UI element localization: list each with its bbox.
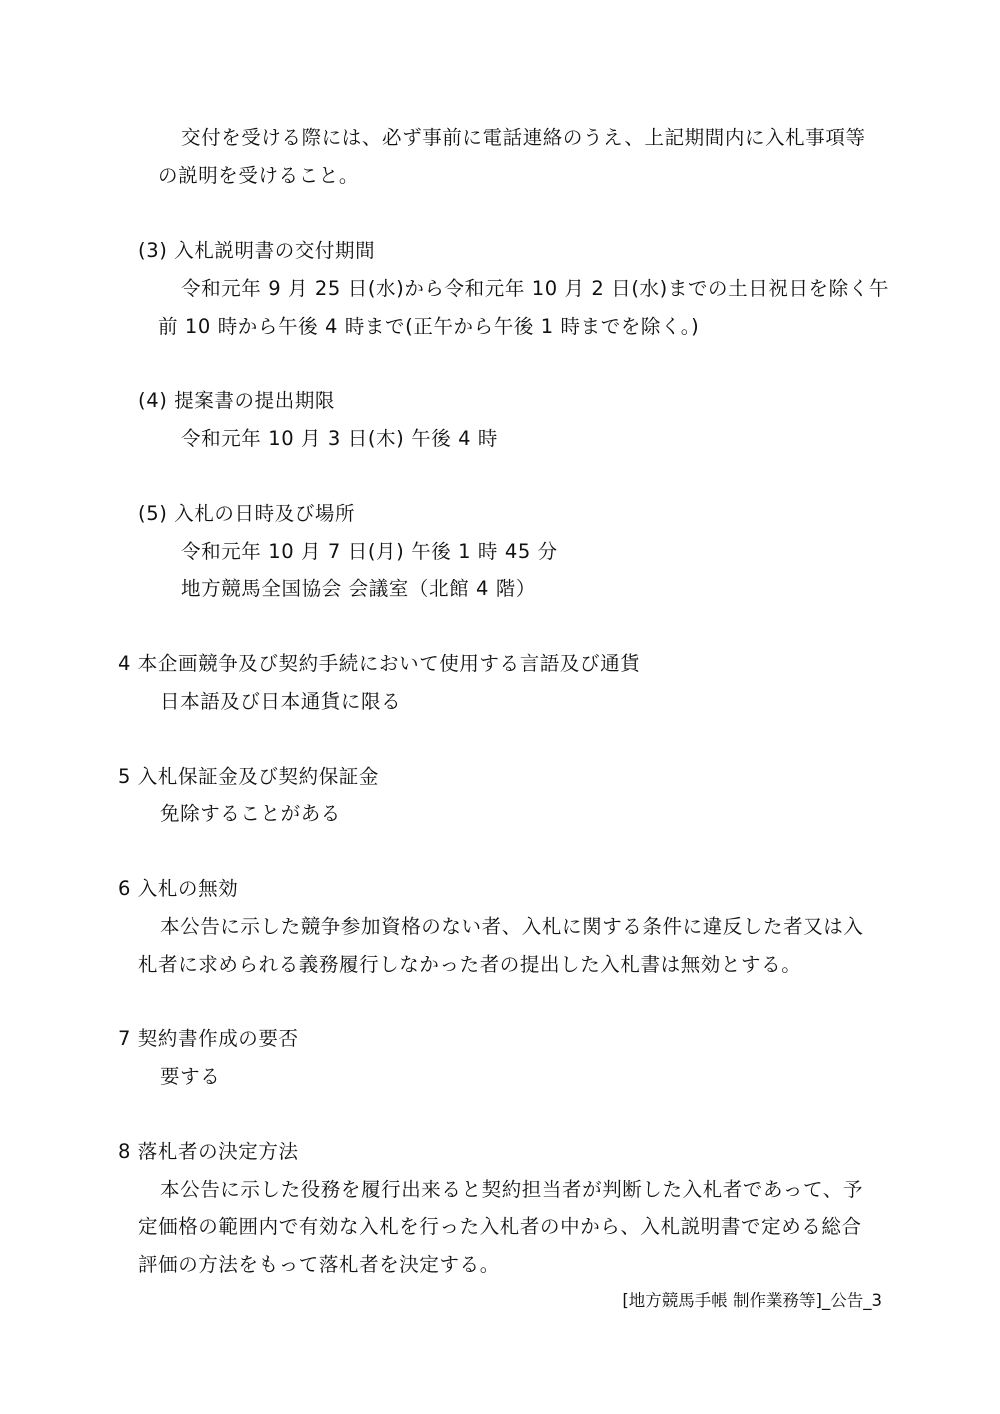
paragraph-line: 令和元年 9 月 25 日(水)から令和元年 10 月 2 日(水)までの土日祝日を除く午 (181, 277, 889, 300)
paragraph-line: 本公告に示した競争参加資格のない者、入札に関する条件に違反した者又は入 (160, 915, 864, 938)
paragraph-line: 定価格の範囲内で有効な入札を行った入札者の中から、入札説明書で定める総合 (138, 1215, 862, 1238)
chapter-heading-7: 7 契約書作成の要否 (118, 1027, 299, 1050)
paragraph-line: 評価の方法をもって落札者を決定する。 (138, 1253, 500, 1276)
paragraph-line: 令和元年 10 月 7 日(月) 午後 1 時 45 分 (181, 540, 558, 563)
paragraph-line: 免除することがある (160, 802, 341, 825)
paragraph-line: 令和元年 10 月 3 日(木) 午後 4 時 (181, 427, 499, 450)
chapter-heading-6: 6 入札の無効 (118, 877, 239, 900)
paragraph-line: の説明を受けること。 (158, 164, 360, 187)
chapter-heading-8: 8 落札者の決定方法 (118, 1140, 299, 1163)
paragraph-line: 要する (160, 1065, 221, 1088)
section-heading-3: (3) 入札説明書の交付期間 (138, 239, 376, 262)
section-heading-5: (5) 入札の日時及び場所 (138, 502, 356, 525)
chapter-heading-4: 4 本企画競争及び契約手続において使用する言語及び通貨 (118, 652, 641, 675)
paragraph-line: 本公告に示した役務を履行出来ると契約担当者が判断した入札者であって、予 (160, 1178, 863, 1201)
section-heading-4: (4) 提案書の提出期限 (138, 389, 336, 412)
paragraph-line: 日本語及び日本通貨に限る (160, 690, 402, 713)
paragraph-line: 交付を受ける際には、必ず事前に電話連絡のうえ、上記期間内に入札事項等 (181, 126, 866, 149)
paragraph-line: 前 10 時から午後 4 時まで(正午から午後 1 時までを除く。) (158, 315, 700, 338)
chapter-heading-5: 5 入札保証金及び契約保証金 (118, 765, 380, 788)
paragraph-line: 札者に求められる義務履行しなかった者の提出した入札書は無効とする。 (138, 953, 802, 976)
paragraph-line: 地方競馬全国協会 会議室（北館 4 階） (181, 577, 537, 600)
page-footer: [地方競馬手帳 制作業務等]_公告_3 (622, 1291, 882, 1310)
